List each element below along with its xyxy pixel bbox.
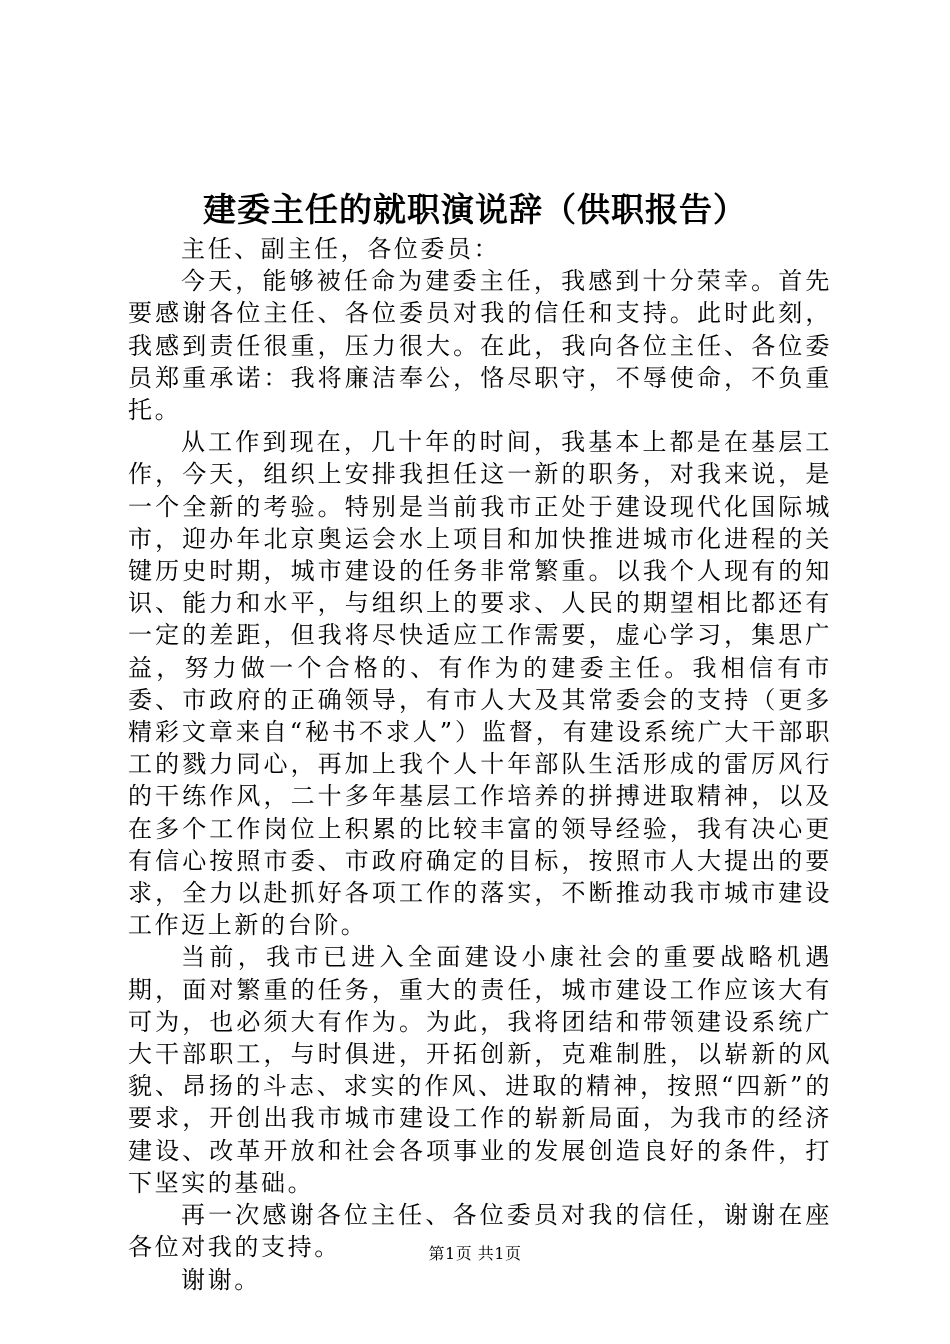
document-title: 建委主任的就职演说辞（供职报告） — [203, 190, 747, 229]
document-body — [128, 233, 832, 1296]
body-paragraph: 从工作到现在，几十年的时间，我基本上都是在基层工作，今天，组织上安排我担任这一新的职务，对我来说，是一个全新的考验。特别是当前我市正处于建设现代化国际城市，迎办年北京奥运会水上项目和加快推进城市化进程的关键历史时期，城市建设的任务非常繁重。以我个人现有的知识、能力和水平，与组织上的要求、人民的期望相比都还有一定的差距，但我将尽快适应工作需要，虚心学习，集思广益，努力做一个合格的、有作为的建委主任。我相信有市委、市政府的正确领导，有市人大及其常委会的支持（更多精彩文章来自“秘书不求人”）监督，有建设系统广大干部职工的戮力同心，再加上我个人十年部队生活形成的雷厉风行的干练作风，二十多年基层工作培养的拼搏进取精神，以及在多个工作岗位上积累的比较丰富的领导经验，我有决心更有信心按照市委、市政府确定的目标，按照市人大提出的要求，全力以赴抓好各项工作的落实，不断推动我市城市建设工作迈上新的台阶。 — [128, 428, 832, 940]
salutation-paragraph: 主任、副主任，各位委员： — [181, 235, 501, 263]
closing-paragraph: 谢谢。 — [181, 1265, 261, 1294]
body-paragraph: 今天，能够被任命为建委主任，我感到十分荣幸。首先要感谢各位主任、各位委员对我的信任和支持。此时此刻，我感到责任很重，压力很大。在此，我向各位主任、各位委员郑重承诺：我将廉洁奉公，恪尽职守，不辱使命，不负重托。 — [128, 267, 832, 425]
body-paragraph: 再一次感谢各位主任、各位委员对我的信任，谢谢在座各位对我的支持。 — [128, 1201, 832, 1262]
body-paragraph: 当前，我市已进入全面建设小康社会的重要战略机遇期，面对繁重的任务，重大的责任，城市建设工作应该大有可为，也必须大有作为。为此，我将团结和带领建设系统广大干部职工，与时俱进，开拓创新，克难制胜，以崭新的风貌、昂扬的斗志、求实的作风、进取的精神，按照“四新”的要求，开创出我市城市建设工作的崭新局面，为我市的经济建设、改革开放和社会各项事业的发展创造良好的条件，打下坚实的基础。 — [128, 943, 832, 1197]
page-footer: 第1页 共1页 — [428, 1244, 522, 1263]
